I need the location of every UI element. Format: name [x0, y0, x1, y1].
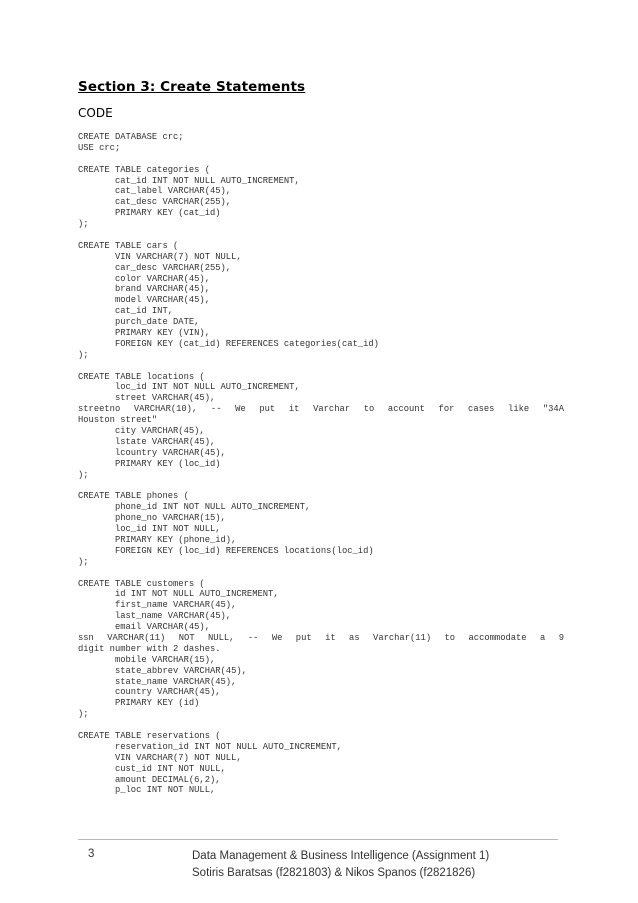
code-line: CREATE TABLE locations (: [78, 371, 205, 382]
code-line: [78, 361, 564, 372]
code-line: [78, 154, 564, 165]
code-line: CREATE TABLE customers (: [78, 578, 205, 589]
code-line: CREATE TABLE categories (: [78, 164, 210, 175]
code-line: PRIMARY KEY (loc_id): [78, 458, 221, 469]
code-line: CREATE TABLE reservations (: [78, 730, 221, 741]
code-block: [78, 132, 564, 796]
code-line: CREATE TABLE phones (: [78, 491, 189, 502]
code-line: streetno VARCHAR(10), -- We put it Varchar to account for cases like "34A: [78, 404, 564, 415]
code-line: );: [78, 469, 89, 480]
section-title: Section 3: Create Statements: [78, 79, 306, 95]
code-line: PRIMARY KEY (phone_id),: [78, 534, 237, 545]
code-line: loc_id INT NOT NULL,: [78, 524, 221, 535]
code-line: ssn VARCHAR(11) NOT NULL, -- We put it as Varchar(11) to accommodate a 9: [78, 632, 564, 643]
code-line: cat_label VARCHAR(45),: [78, 186, 232, 197]
code-line: digit number with 2 dashes.: [78, 643, 221, 654]
code-line: model VARCHAR(45),: [78, 295, 210, 306]
code-line: purch_date DATE,: [78, 317, 200, 328]
code-line: country VARCHAR(45),: [78, 687, 221, 698]
code-line: last_name VARCHAR(45),: [78, 611, 232, 622]
code-line: FOREIGN KEY (loc_id) REFERENCES locations(loc_id): [78, 545, 374, 556]
code-line: );: [78, 709, 89, 720]
code-line: [78, 720, 564, 731]
code-line: lcountry VARCHAR(45),: [78, 447, 226, 458]
code-line: phone_id INT NOT NULL AUTO_INCREMENT,: [78, 502, 311, 513]
code-line: state_name VARCHAR(45),: [78, 676, 237, 687]
code-line: lstate VARCHAR(45),: [78, 436, 216, 447]
code-line: );: [78, 556, 89, 567]
code-line: loc_id INT NOT NULL AUTO_INCREMENT,: [78, 382, 300, 393]
code-line: email VARCHAR(45),: [78, 622, 210, 633]
code-line: CREATE TABLE cars (: [78, 240, 179, 251]
code-line: [78, 481, 564, 492]
code-heading: CODE: [78, 106, 113, 120]
code-line: USE crc;: [78, 142, 121, 153]
code-line: FOREIGN KEY (cat_id) REFERENCES categories(cat_id): [78, 338, 379, 349]
footer-course-line: Data Management & Business Intelligence (Assignment 1): [192, 850, 490, 862]
code-line: city VARCHAR(45),: [78, 426, 205, 437]
code-line: VIN VARCHAR(7) NOT NULL,: [78, 251, 242, 262]
code-line: );: [78, 349, 89, 360]
code-line: street VARCHAR(45),: [78, 393, 216, 404]
footer-authors-line: Sotiris Baratsas (f2821803) & Nikos Spanos (f2821826): [192, 867, 476, 879]
code-line: VIN VARCHAR(7) NOT NULL,: [78, 752, 242, 763]
code-line: cust_id INT NOT NULL,: [78, 763, 226, 774]
code-line: Houston street": [78, 415, 158, 426]
code-line: cat_desc VARCHAR(255),: [78, 197, 232, 208]
code-line: p_loc INT NOT NULL,: [78, 785, 216, 796]
code-line: amount DECIMAL(6,2),: [78, 774, 221, 785]
code-line: [78, 230, 564, 241]
code-line: first_name VARCHAR(45),: [78, 600, 237, 611]
page-number: 3: [88, 848, 95, 860]
code-line: phone_no VARCHAR(15),: [78, 513, 226, 524]
code-line: brand VARCHAR(45),: [78, 284, 210, 295]
code-line: id INT NOT NULL AUTO_INCREMENT,: [78, 589, 279, 600]
code-line: CREATE DATABASE crc;: [78, 132, 184, 142]
code-line: color VARCHAR(45),: [78, 273, 210, 284]
code-line: reservation_id INT NOT NULL AUTO_INCREMENT,: [78, 741, 342, 752]
code-line: PRIMARY KEY (cat_id): [78, 208, 221, 219]
code-line: cat_id INT NOT NULL AUTO_INCREMENT,: [78, 175, 300, 186]
code-line: state_abbrev VARCHAR(45),: [78, 665, 247, 676]
footer-text: [192, 848, 489, 882]
code-line: PRIMARY KEY (VIN),: [78, 328, 210, 339]
code-line: car_desc VARCHAR(255),: [78, 262, 232, 273]
footer-divider: [78, 839, 558, 840]
code-line: cat_id INT,: [78, 306, 174, 317]
code-line: PRIMARY KEY (id): [78, 698, 200, 709]
code-line: mobile VARCHAR(15),: [78, 654, 216, 665]
code-line: );: [78, 219, 89, 230]
code-line: [78, 568, 564, 579]
